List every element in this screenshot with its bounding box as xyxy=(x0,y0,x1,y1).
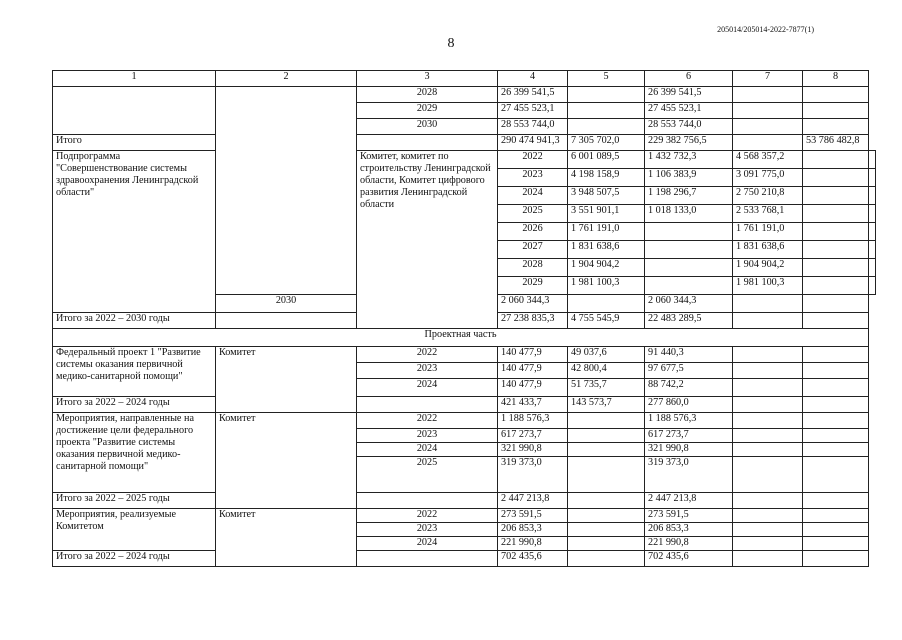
total-cell: 140 477,9 xyxy=(498,347,568,363)
federal-cell xyxy=(568,509,645,523)
federal-cell xyxy=(568,551,645,567)
regional-cell: 1 831 638,6 xyxy=(733,241,803,259)
regional-cell: 229 382 756,5 xyxy=(645,135,733,151)
total-cell: 140 477,9 xyxy=(498,363,568,379)
subprogram-name: Подпрограмма "Совершенствование системы здравоохранения Ленинградской области" xyxy=(53,151,216,313)
federal-cell: 42 800,4 xyxy=(568,363,645,379)
section-row xyxy=(53,329,876,347)
regional-cell: 319 373,0 xyxy=(645,457,733,493)
year-cell: 2030 xyxy=(216,295,357,313)
column-header: 4 xyxy=(498,71,568,87)
regional-cell: 206 853,3 xyxy=(645,523,733,537)
year-cell: 2023 xyxy=(357,523,498,537)
federal-cell: 1 198 296,7 xyxy=(645,187,733,205)
regional-cell: 321 990,8 xyxy=(645,443,733,457)
regional-cell: 97 677,5 xyxy=(645,363,733,379)
regional-cell: 221 990,8 xyxy=(645,537,733,551)
empty-executor-cell xyxy=(216,87,357,295)
total-cell: 3 551 901,1 xyxy=(568,205,645,223)
regional-cell: 4 568 357,2 xyxy=(733,151,803,169)
total-cell: 140 477,9 xyxy=(498,379,568,397)
column-header: 2 xyxy=(216,71,357,87)
regional-cell: 273 591,5 xyxy=(645,509,733,523)
total-cell: 3 948 507,5 xyxy=(568,187,645,205)
total-cell: 1 831 638,6 xyxy=(568,241,645,259)
regional-cell: 1 904 904,2 xyxy=(733,259,803,277)
federal-cell: 1 432 732,3 xyxy=(645,151,733,169)
total-label: Итого за 2022 – 2025 годы xyxy=(53,493,216,509)
total-cell: 1 904 904,2 xyxy=(568,259,645,277)
total-row xyxy=(53,493,876,509)
total-label: Итого за 2022 – 2030 годы xyxy=(53,313,216,329)
regional-cell: 2 750 210,8 xyxy=(733,187,803,205)
regional-cell: 1 188 576,3 xyxy=(645,413,733,429)
year-cell: 2022 xyxy=(357,509,498,523)
regional-cell: 1 981 100,3 xyxy=(733,277,803,295)
federal-cell xyxy=(568,493,645,509)
col7-cell xyxy=(733,135,803,151)
budget-table xyxy=(52,70,876,567)
federal-cell xyxy=(645,241,733,259)
year-cell: 2022 xyxy=(357,413,498,429)
regional-cell: 88 742,2 xyxy=(645,379,733,397)
column-header: 1 xyxy=(53,71,216,87)
year-cell: 2023 xyxy=(357,429,498,443)
regional-cell: 91 440,3 xyxy=(645,347,733,363)
regional-cell: 277 860,0 xyxy=(645,397,733,413)
measures-committee-name: Мероприятия, реализуемые Комитетом xyxy=(53,509,216,551)
total-cell: 290 474 941,3 xyxy=(498,135,568,151)
federal-cell: 4 755 545,9 xyxy=(568,313,645,329)
column-header: 7 xyxy=(733,71,803,87)
subprogram-executor: Комитет, комитет по строительству Ленинградской области, Комитет цифрового развития Ленинградской области xyxy=(357,151,498,329)
fed-project-name: Федеральный проект 1 "Развитие системы оказания первичной медико-санитарной помощи" xyxy=(53,347,216,397)
total-row xyxy=(53,135,876,151)
total-cell: 319 373,0 xyxy=(498,457,568,493)
year-cell: 2023 xyxy=(357,363,498,379)
column-header: 5 xyxy=(568,71,645,87)
total-cell: 1 188 576,3 xyxy=(498,413,568,429)
year-cell: 2024 xyxy=(498,187,568,205)
total-cell: 1 981 100,3 xyxy=(568,277,645,295)
federal-cell xyxy=(568,537,645,551)
total-cell: 28 553 744,0 xyxy=(498,119,568,135)
measures-fp-executor: Комитет xyxy=(216,413,357,509)
federal-cell: 1 018 133,0 xyxy=(645,205,733,223)
federal-cell xyxy=(568,429,645,443)
total-cell: 273 591,5 xyxy=(498,509,568,523)
year-cell: 2030 xyxy=(357,119,498,135)
regional-cell: 28 553 744,0 xyxy=(645,119,733,135)
year-cell: 2022 xyxy=(357,347,498,363)
year-cell: 2026 xyxy=(498,223,568,241)
federal-cell xyxy=(568,457,645,493)
total-cell: 26 399 541,5 xyxy=(498,87,568,103)
federal-cell: 49 037,6 xyxy=(568,347,645,363)
total-cell: 617 273,7 xyxy=(498,429,568,443)
total-cell: 221 990,8 xyxy=(498,537,568,551)
table-row xyxy=(53,347,876,363)
regional-cell: 27 455 523,1 xyxy=(645,103,733,119)
federal-cell xyxy=(568,523,645,537)
total-label: Итого xyxy=(53,135,216,151)
column-number-row xyxy=(53,71,876,87)
table-row xyxy=(53,413,876,429)
total-cell: 321 990,8 xyxy=(498,443,568,457)
total-cell: 4 198 158,9 xyxy=(568,169,645,187)
col8-cell: 53 786 482,8 xyxy=(803,135,869,151)
regional-cell: 1 761 191,0 xyxy=(733,223,803,241)
column-header: 6 xyxy=(645,71,733,87)
total-label: Итого за 2022 – 2024 годы xyxy=(53,551,216,567)
federal-cell xyxy=(568,413,645,429)
total-cell: 206 853,3 xyxy=(498,523,568,537)
federal-cell xyxy=(568,103,645,119)
total-cell: 6 001 089,5 xyxy=(568,151,645,169)
year-cell: 2025 xyxy=(498,205,568,223)
year-cell: 2024 xyxy=(357,443,498,457)
regional-cell: 2 060 344,3 xyxy=(645,295,733,313)
federal-cell xyxy=(568,87,645,103)
regional-cell: 617 273,7 xyxy=(645,429,733,443)
year-cell: 2024 xyxy=(357,537,498,551)
table-row xyxy=(53,87,876,103)
total-row xyxy=(53,551,876,567)
regional-cell: 26 399 541,5 xyxy=(645,87,733,103)
federal-cell xyxy=(568,295,645,313)
regional-cell: 22 483 289,5 xyxy=(645,313,733,329)
section-title: Проектная часть xyxy=(53,329,869,347)
regional-cell: 2 447 213,8 xyxy=(645,493,733,509)
column-header: 3 xyxy=(357,71,498,87)
federal-cell: 1 106 383,9 xyxy=(645,169,733,187)
total-cell: 1 761 191,0 xyxy=(568,223,645,241)
table-row xyxy=(53,509,876,523)
document-id: 205014/205014-2022-7877(1) xyxy=(717,25,814,34)
year-cell: 2028 xyxy=(498,259,568,277)
regional-cell: 702 435,6 xyxy=(645,551,733,567)
federal-cell xyxy=(568,119,645,135)
page-number: 8 xyxy=(447,36,455,51)
measures-committee-executor: Комитет xyxy=(216,509,357,567)
year-cell: 2029 xyxy=(357,103,498,119)
federal-cell xyxy=(645,259,733,277)
year-cell: 2023 xyxy=(498,169,568,187)
year-cell: 2025 xyxy=(357,457,498,493)
measures-fp-name: Мероприятия, направленные на достижение цели федерального проекта "Развитие системы оказания первичной медико-санитарной помощи" xyxy=(53,413,216,493)
total-cell: 27 455 523,1 xyxy=(498,103,568,119)
total-cell: 2 447 213,8 xyxy=(498,493,568,509)
total-cell: 2 060 344,3 xyxy=(498,295,568,313)
federal-cell xyxy=(645,277,733,295)
total-row xyxy=(53,397,876,413)
total-cell: 27 238 835,3 xyxy=(498,313,568,329)
federal-cell: 7 305 702,0 xyxy=(568,135,645,151)
total-cell: 702 435,6 xyxy=(498,551,568,567)
total-cell: 421 433,7 xyxy=(498,397,568,413)
federal-cell: 51 735,7 xyxy=(568,379,645,397)
regional-cell: 3 091 775,0 xyxy=(733,169,803,187)
total-label: Итого за 2022 – 2024 годы xyxy=(53,397,216,413)
year-cell: 2022 xyxy=(498,151,568,169)
year-cell: 2029 xyxy=(498,277,568,295)
year-cell: 2027 xyxy=(498,241,568,259)
table-row xyxy=(53,151,876,169)
federal-cell xyxy=(645,223,733,241)
year-cell: 2024 xyxy=(357,379,498,397)
column-header: 8 xyxy=(803,71,869,87)
fed-project-executor: Комитет xyxy=(216,347,357,413)
federal-cell xyxy=(568,443,645,457)
regional-cell: 2 533 768,1 xyxy=(733,205,803,223)
federal-cell: 143 573,7 xyxy=(568,397,645,413)
empty-name-cell xyxy=(53,87,216,135)
year-cell: 2028 xyxy=(357,87,498,103)
